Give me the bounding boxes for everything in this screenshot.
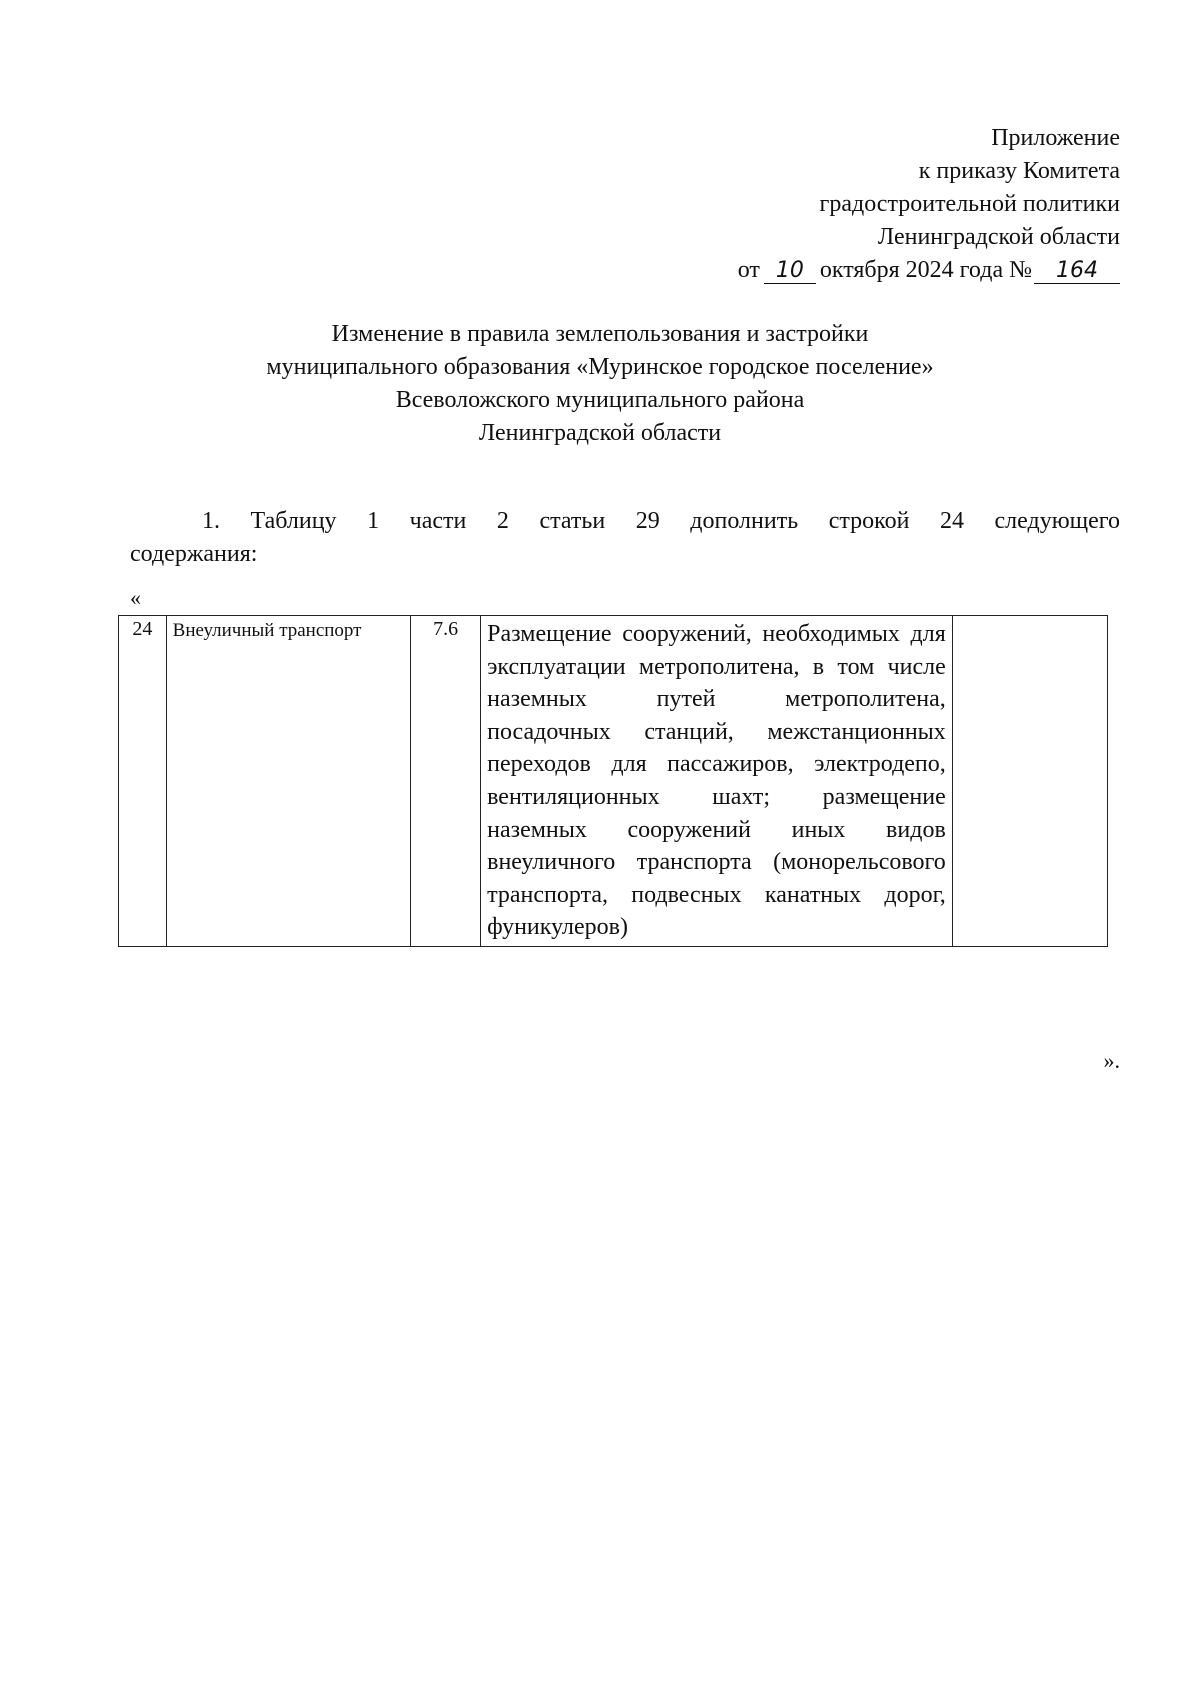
title-line-2: муниципального образования «Муринское городское поселение» (266, 354, 934, 380)
date-prefix: от (737, 257, 760, 283)
handwritten-day: 10 (764, 259, 816, 284)
paragraph-1-continued: содержания: (130, 541, 258, 567)
quote-close: ». (1103, 1048, 1120, 1073)
title-line-1: Изменение в правила землепользования и застройки (331, 321, 869, 347)
paragraph-1: 1. Таблицу 1 части 2 статьи 29 дополнить строкой 24 следующего (202, 508, 1120, 534)
row-name-cell: Внеуличный транспорт (166, 616, 410, 947)
amendment-table (118, 615, 1108, 947)
quote-open: « (130, 585, 141, 610)
approval-block (738, 122, 1120, 287)
approval-date-line (738, 254, 1120, 287)
row-number-cell: 24 (119, 616, 167, 947)
approval-line-2: к приказу Комитета (918, 158, 1120, 184)
approval-line-4: Ленинградской области (877, 224, 1120, 250)
handwritten-number: 164 (1034, 259, 1120, 284)
title-line-4: Ленинградской области (478, 420, 722, 446)
approval-line-1: Приложение (991, 125, 1120, 151)
table-row (119, 616, 1108, 947)
document-title (0, 318, 1200, 450)
date-rest: октября 2024 года № (819, 257, 1032, 283)
row-description-cell: Размещение сооружений, необходимых для эксплуатации метрополитена, в том числе наземных путей метрополитена, посадочных станций, межстанционных переходов для пассажиров, электродепо, вентиляционных шахт; размещение наземных сооружений иных видов внеуличного транспорта (монорельсового транспорта, подвесных канатных дорог, фуникулеров) (481, 616, 953, 947)
row-empty-cell (952, 616, 1107, 947)
title-line-3: Всеволожского муниципального района (395, 387, 805, 413)
approval-line-3: градостроительной политики (819, 191, 1120, 217)
row-code-cell: 7.6 (411, 616, 481, 947)
